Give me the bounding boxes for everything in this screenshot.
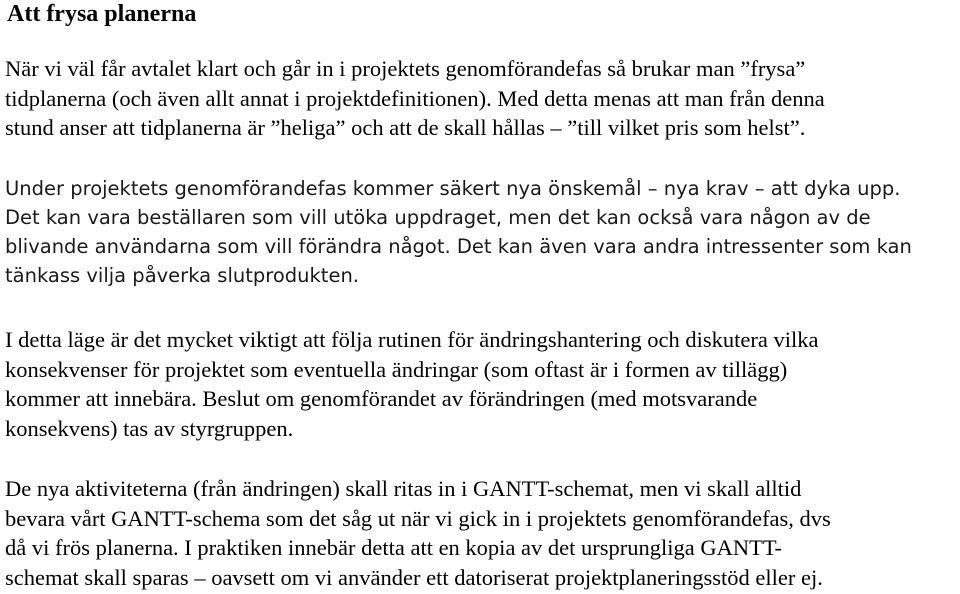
paragraph-line: då vi frös planerna. I praktiken innebär detta att en kopia av det ursprungliga GANTT-	[5, 535, 783, 560]
paragraph-new-requirements	[5, 174, 912, 290]
paragraph-line: tidplanerna (och även allt annat i projektdefinitionen). Med detta menas att man från denna	[5, 85, 825, 111]
paragraph-line: blivande användarna som vill förändra något. Det kan även vara andra intressenter som kan	[5, 235, 912, 258]
paragraph-line: schemat skall sparas – oavsett om vi använder ett datoriserat projektplaneringsstöd eller ej.	[5, 564, 823, 590]
paragraph-line: bevara vårt GANTT-schema som det såg ut när vi gick in i projektets genomförandefas, dvs	[5, 505, 831, 531]
paragraph-freeze-schedules	[5, 54, 825, 143]
paragraph-line: Under projektets genomförandefas kommer säkert nya önskemål – nya krav – att dyka upp.	[5, 177, 901, 200]
paragraph-line: konsekvens) tas av styrgruppen.	[5, 415, 294, 441]
paragraph-line: konsekvenser för projektet som eventuella ändringar (som oftast är i formen av tillägg)	[5, 356, 788, 382]
paragraph-line: När vi väl får avtalet klart och går in i projektets genomförandefas så brukar man ”frysa”	[5, 56, 806, 81]
paragraph-gantt-copy	[5, 474, 831, 592]
document-title: Att frysa planerna	[7, 1, 197, 27]
paragraph-line: stund anser att tidplanerna är ”heliga” och att de skall hållas – ”till vilket pris som helst”.	[5, 115, 806, 140]
paragraph-line: I detta läge är det mycket viktigt att följa rutinen för ändringshantering och diskutera vilka	[5, 327, 819, 352]
paragraph-line: kommer att innebära. Beslut om genomförandet av förändringen (med motsvarande	[5, 386, 758, 411]
paragraph-change-management	[5, 325, 818, 443]
paragraph-line: Det kan vara beställaren som vill utöka uppdraget, men det kan också vara någon av de	[5, 206, 871, 229]
paragraph-line: tänkass vilja påverka slutprodukten.	[5, 264, 359, 287]
paragraph-line: De nya aktiviteterna (från ändringen) skall ritas in i GANTT-schemat, men vi skall alltid	[5, 476, 802, 501]
